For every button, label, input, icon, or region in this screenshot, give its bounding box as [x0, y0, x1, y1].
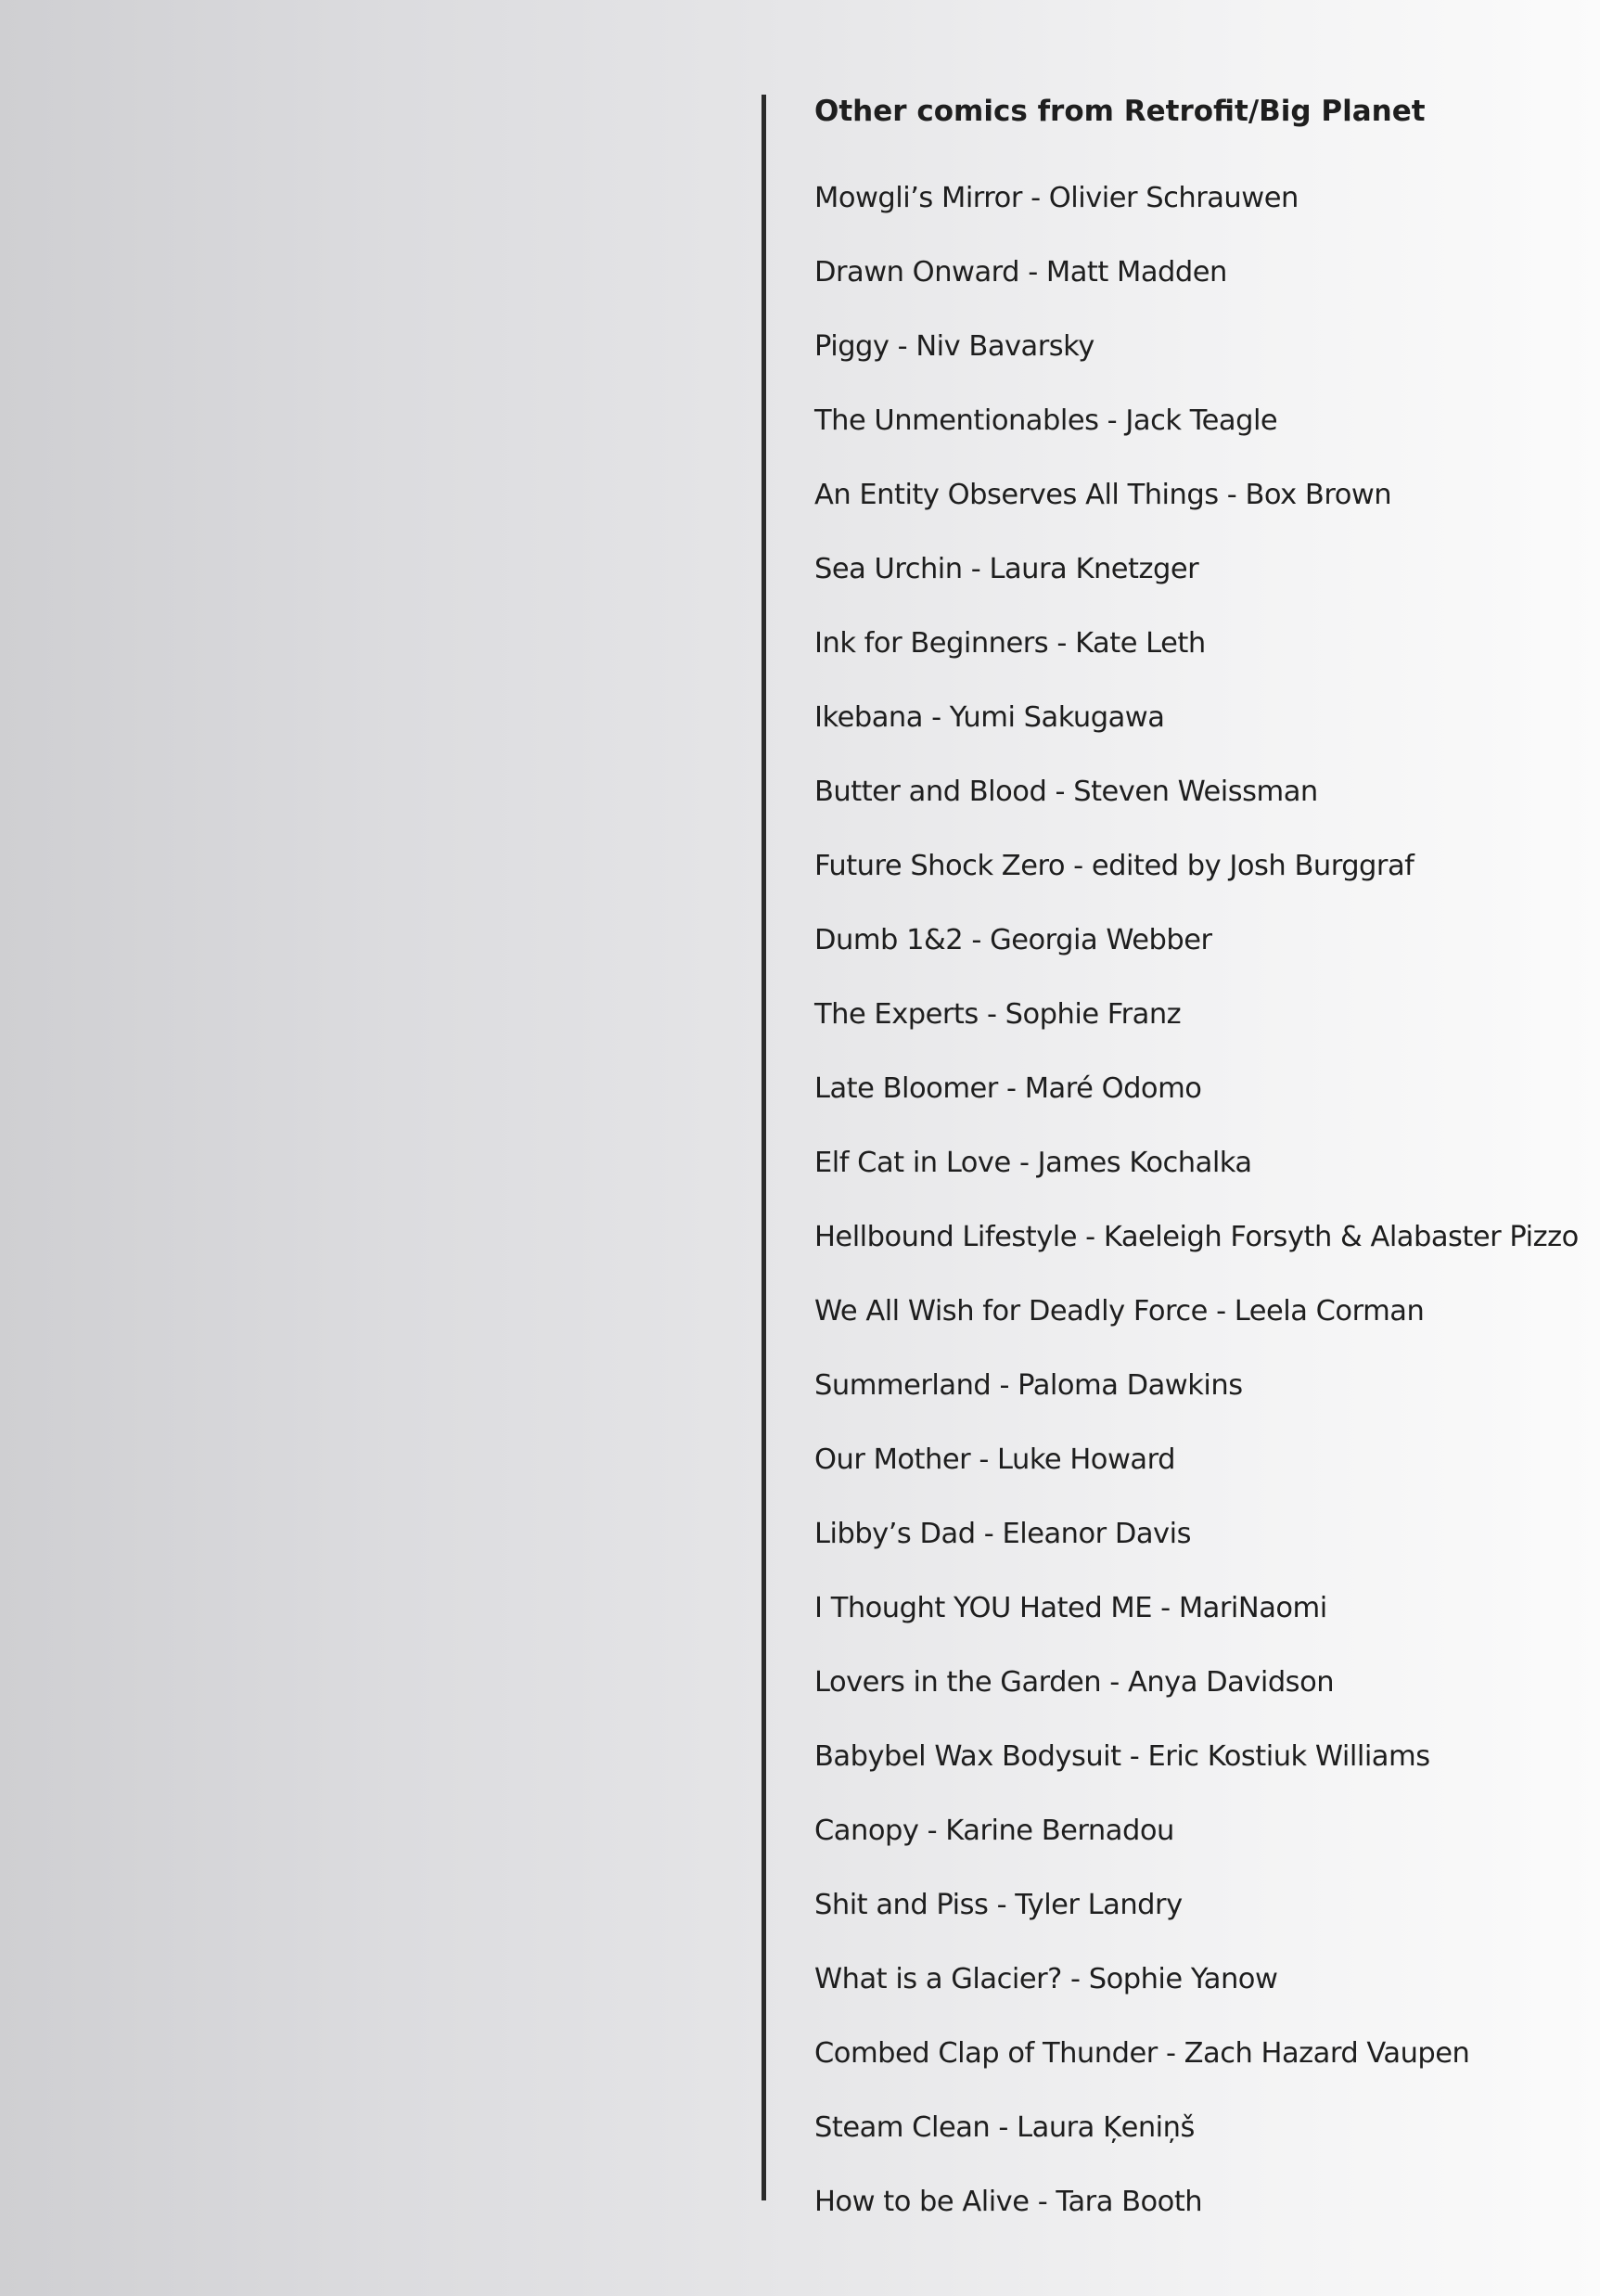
list-item: Steam Clean - Laura Ķeniņš	[814, 2111, 1195, 2144]
list-item: The Experts - Sophie Franz	[814, 998, 1182, 1031]
list-item: Mowgli’s Mirror - Olivier Schrauwen	[814, 182, 1299, 214]
list-item: Sea Urchin - Laura Knetzger	[814, 553, 1199, 585]
comics-list-section	[814, 87, 1579, 2239]
list-item: Canopy - Karine Bernadou	[814, 1815, 1174, 1847]
vertical-divider-rule	[762, 95, 766, 2200]
list-item: How to be Alive - Tara Booth	[814, 2186, 1203, 2218]
list-item: Hellbound Lifestyle - Kaeleigh Forsyth & Alabaster Pizzo	[814, 1221, 1579, 1253]
list-item: Shit and Piss - Tyler Landry	[814, 1889, 1183, 1921]
list-item: Butter and Blood - Steven Weissman	[814, 776, 1318, 808]
list-item: Future Shock Zero - edited by Josh Burggraf	[814, 850, 1414, 882]
list-item: Dumb 1&2 - Georgia Webber	[814, 924, 1212, 956]
list-item: The Unmentionables - Jack Teagle	[814, 404, 1278, 437]
section-heading: Other comics from Retrofit/Big Planet	[814, 95, 1426, 128]
list-item: Combed Clap of Thunder - Zach Hazard Vaupen	[814, 2037, 1470, 2070]
list-item: Babybel Wax Bodysuit - Eric Kostiuk Williams	[814, 1740, 1430, 1773]
comics-list	[814, 161, 1579, 2239]
list-item: Drawn Onward - Matt Madden	[814, 256, 1227, 289]
list-item: Lovers in the Garden - Anya Davidson	[814, 1666, 1335, 1699]
list-item: Late Bloomer - Maré Odomo	[814, 1072, 1202, 1105]
list-item: Piggy - Niv Bavarsky	[814, 330, 1094, 363]
list-item: I Thought YOU Hated ME - MariNaomi	[814, 1592, 1327, 1624]
list-item: Libby’s Dad - Eleanor Davis	[814, 1518, 1191, 1550]
list-item: Summerland - Paloma Dawkins	[814, 1369, 1243, 1402]
list-item: Ink for Beginners - Kate Leth	[814, 627, 1206, 660]
list-item: What is a Glacier? - Sophie Yanow	[814, 1963, 1278, 1995]
list-item: Ikebana - Yumi Sakugawa	[814, 701, 1165, 734]
list-item: An Entity Observes All Things - Box Brown	[814, 479, 1392, 511]
list-item: We All Wish for Deadly Force - Leela Corman	[814, 1295, 1425, 1328]
list-item: Elf Cat in Love - James Kochalka	[814, 1147, 1252, 1179]
list-item: Our Mother - Luke Howard	[814, 1443, 1175, 1476]
